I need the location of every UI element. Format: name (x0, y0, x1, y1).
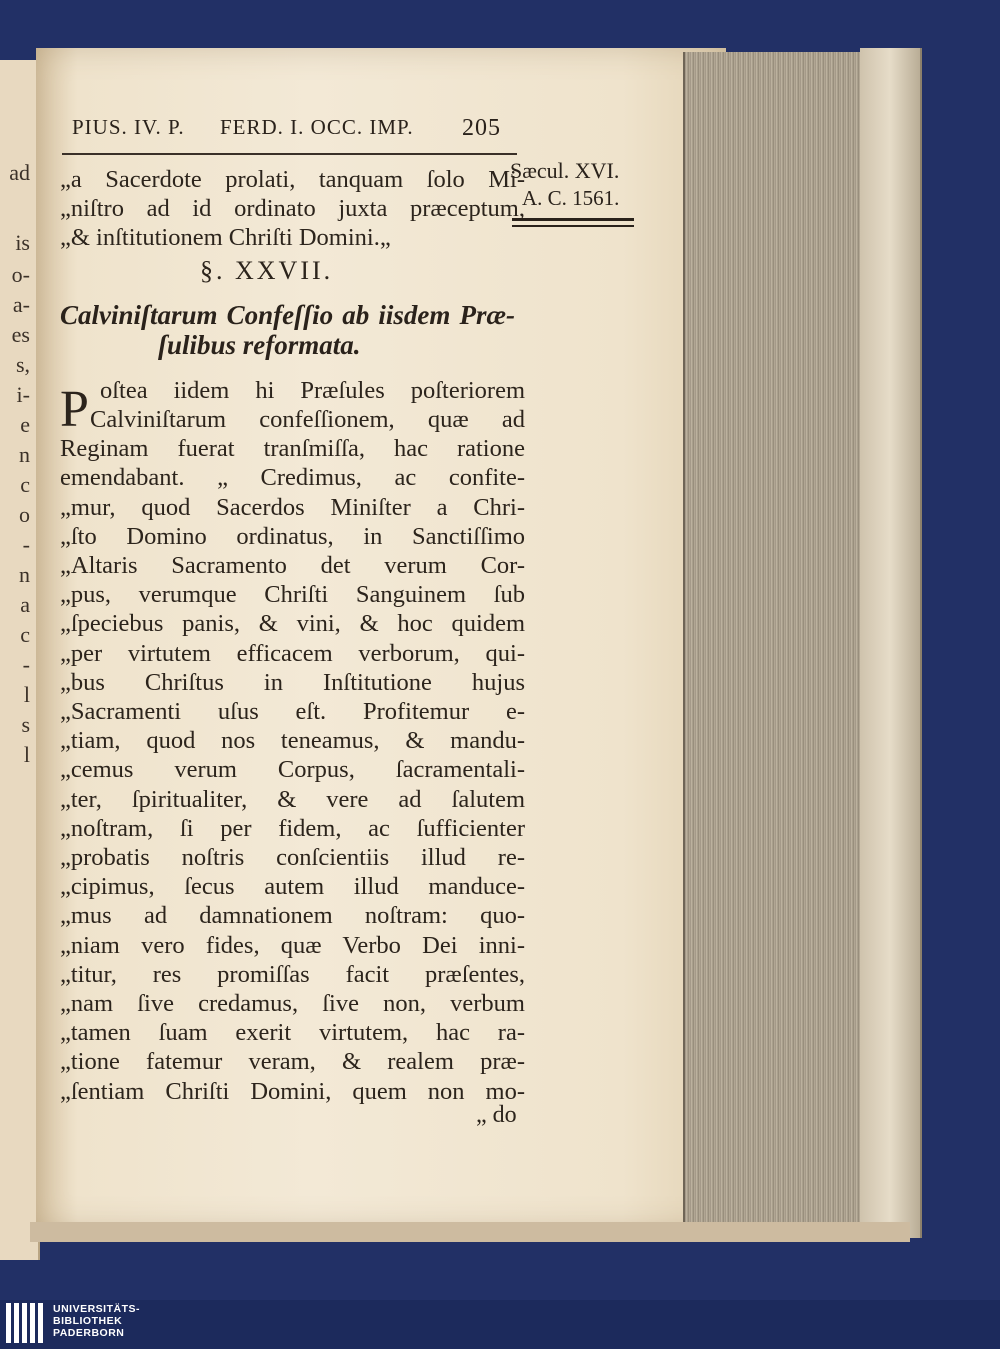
page-number: 205 (462, 115, 501, 141)
header-pope: PIUS. IV. P. (72, 115, 185, 139)
text-line: Reginam fuerat tranſmiſſa, hac ratione (60, 435, 525, 463)
section-title-line-2: ſulibus reformata. (158, 330, 361, 360)
margin-note-century: Sæcul. XVI. (510, 158, 620, 183)
left-page-fragment: a- (12, 292, 30, 317)
page-edges (683, 52, 875, 1224)
text-line: „cemus verum Corpus, ſacramentali- (60, 756, 525, 784)
left-page-fragment: o (19, 502, 30, 527)
text-line: „tione fatemur veram, & realem præ- (60, 1048, 525, 1076)
left-page-fragment: c (20, 472, 30, 497)
section-title-line-1: Calviniſtarum Confeſſio ab iisdem Præ- (60, 300, 515, 330)
text-line: „ſto Domino ordinatus, in Sanctiſſimo (60, 522, 525, 550)
left-page-fragment: n (19, 562, 30, 587)
library-name-line-1: UNIVERSITÄTS- (53, 1303, 141, 1315)
text-line: „per virtutem efficacem verborum, qui- (60, 639, 525, 667)
left-page-fragment: c (20, 622, 30, 647)
library-footer (0, 1300, 1000, 1349)
text-line: „tamen ſuam exerit virtutem, hac ra- (60, 1019, 525, 1047)
text-line: „niſtro ad id ordinato juxta præceptum, (60, 195, 525, 222)
left-page-fragment: l (23, 682, 30, 707)
running-header (72, 115, 522, 151)
left-page-fragment: - (22, 532, 30, 557)
header-rule (62, 153, 517, 155)
text-line: „mus ad damnationem noſtram: quo- (60, 902, 525, 930)
text-line: „noſtram, ſi per fidem, ac ſufficienter (60, 814, 525, 842)
text-line: „& inſtitutionem Chriſti Domini.„ (60, 224, 391, 251)
drop-cap: P (60, 381, 89, 438)
section-number: §. XXVII. (200, 256, 334, 285)
left-page-fragment: es (11, 322, 30, 347)
library-name-line-2: BIBLIOTHEK (53, 1315, 123, 1327)
text-line: „Sacramenti uſus eſt. Profitemur e- (60, 698, 525, 725)
text-line: „bus Chriſtus in Inſtitutione hujus (60, 668, 525, 696)
text-line: „ter, ſpiritualiter, & vere ad ſalutem (60, 785, 525, 813)
library-name-line-3: PADERBORN (53, 1327, 125, 1339)
left-page-fragment: l (23, 742, 30, 767)
text-line: „pus, verumque Chriſti Sanguinem ſub (60, 581, 525, 609)
book-bottom-edge (30, 1222, 910, 1242)
text-line: „probatis noſtris conſcientiis illud re- (60, 844, 525, 871)
text-line: Calviniſtarum confeſſionem, quæ ad (90, 406, 525, 433)
left-page-fragment: s, (15, 352, 30, 377)
book-cover-edge (860, 48, 922, 1238)
left-page-fragment: n (19, 442, 30, 467)
text-line: „Altaris Sacramento det verum Cor- (60, 552, 525, 579)
left-page-edge (0, 60, 40, 1260)
margin-note-year: A. C. 1561. (522, 186, 620, 210)
left-page-fragment: is (15, 230, 30, 255)
text-line: „cipimus, ſecus autem illud manduce- (60, 873, 525, 901)
text-line: „mur, quod Sacerdos Miniſter a Chri- (60, 493, 525, 521)
left-page-fragment: e (20, 412, 30, 437)
library-logo-icon (6, 1303, 46, 1343)
header-emperor: FERD. I. OCC. IMP. (220, 115, 414, 139)
catchword: „ do (476, 1102, 517, 1128)
text-line: „ſentiam Chriſti Domini, quem non mo- (60, 1077, 525, 1105)
margin-note-rule-2 (512, 225, 634, 227)
left-page-fragment: s (21, 712, 30, 737)
text-line: emendabant. „ Credimus, ac confite- (60, 464, 525, 492)
text-line: „nam ſive credamus, ſive non, verbum (60, 990, 525, 1017)
text-line: „ſpeciebus panis, & vini, & hoc quidem (60, 610, 525, 638)
margin-note-rule (512, 218, 634, 221)
left-page-fragment: - (22, 652, 30, 677)
library-name (53, 1303, 140, 1339)
text-line: „niam vero fides, quæ Verbo Dei inni- (60, 931, 525, 959)
text-line: „a Sacerdote prolati, tanquam ſolo Mi- (60, 166, 525, 193)
left-page-fragment: ad (9, 160, 30, 185)
text-line: „titur, res promiſſas facit præſentes, (60, 960, 525, 988)
text-line: oſtea iidem hi Præſules poſteriorem (100, 377, 525, 404)
text-line: „tiam, quod nos teneamus, & mandu- (60, 727, 525, 755)
left-page-fragment: a (20, 592, 30, 617)
left-page-fragment: o- (11, 262, 30, 287)
left-page-fragment: i- (16, 382, 30, 407)
